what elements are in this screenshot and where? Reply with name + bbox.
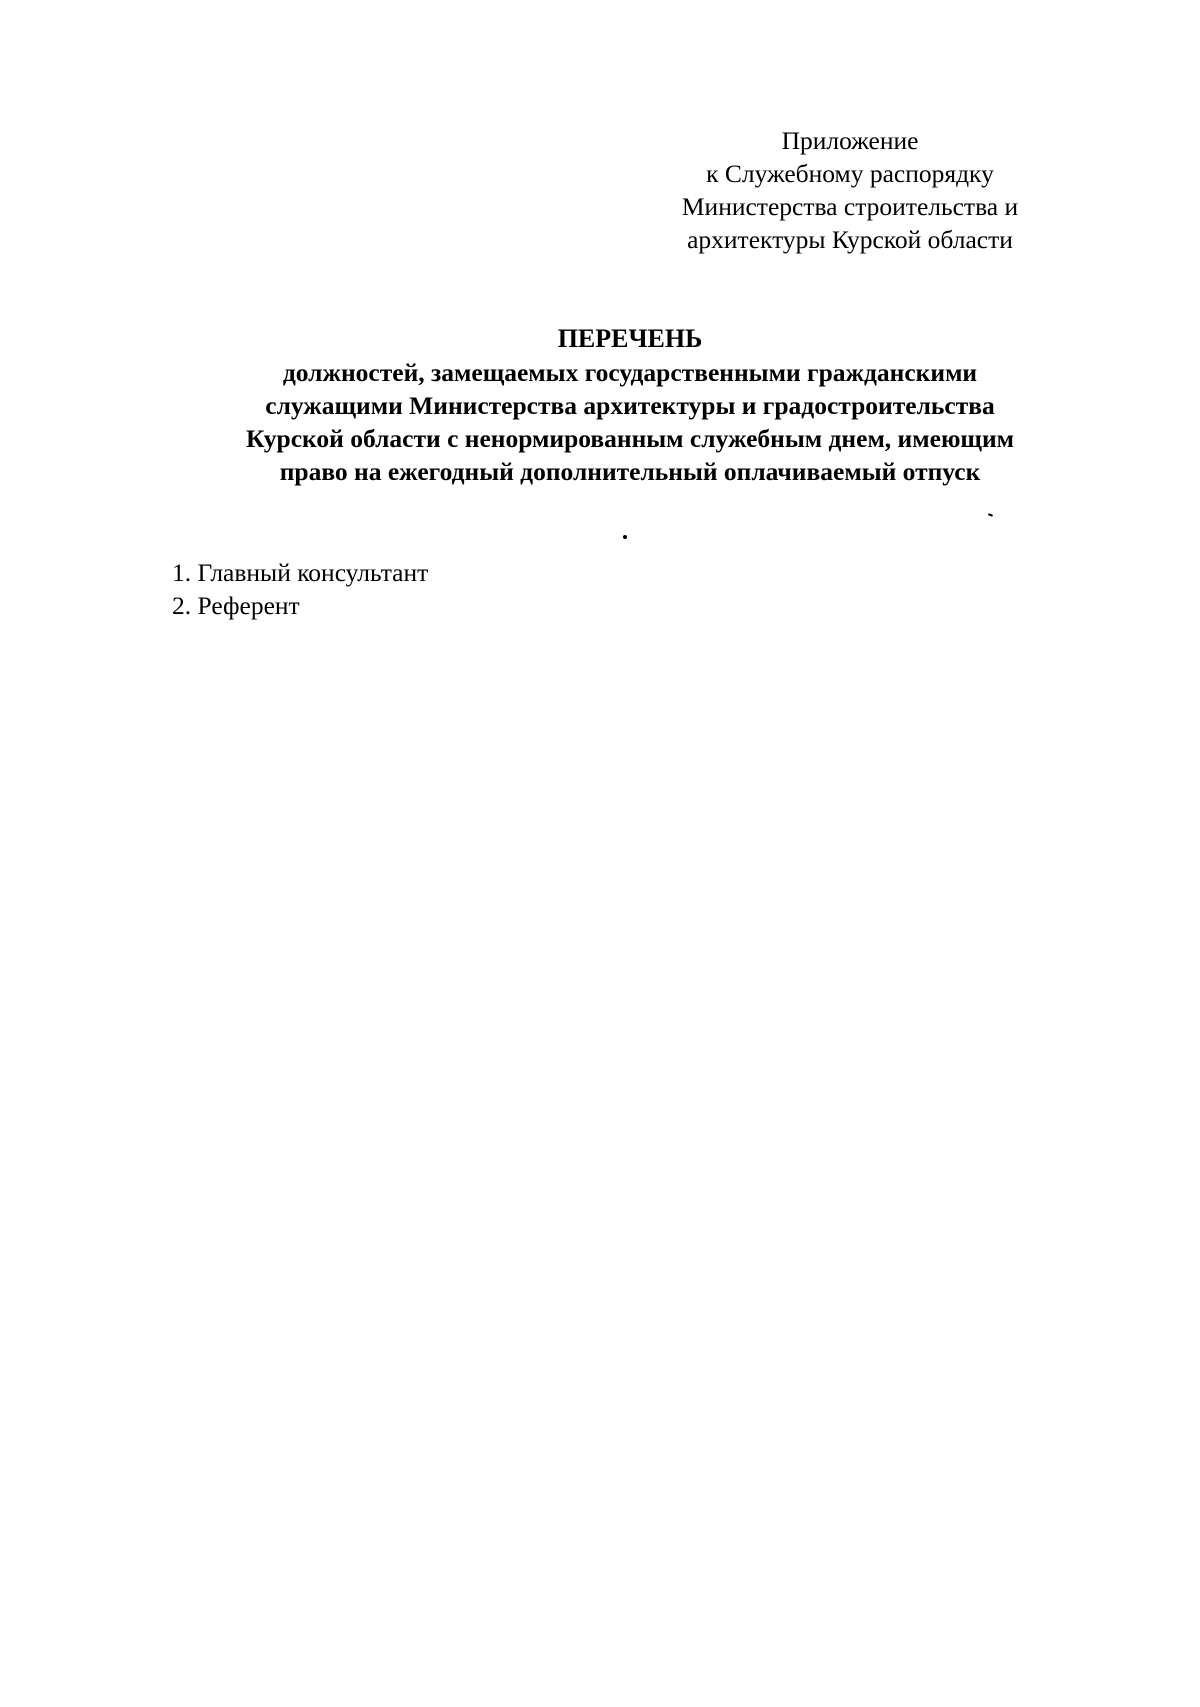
title-heading: ПЕРЕЧЕНЬ (557, 324, 703, 353)
subtitle-line: Курской области с ненормированным служебным днем, имеющим (245, 424, 1015, 453)
scan-mark (988, 513, 993, 516)
appendix-line: Приложение (781, 126, 919, 155)
positions-list (172, 556, 428, 622)
subtitle-line: право на ежегодный дополнительный оплачиваемый отпуск (279, 457, 981, 486)
list-item: 1. Главный консультант (172, 558, 429, 587)
list-item: 2. Референт (172, 591, 300, 620)
appendix-line: к Служебному распорядку (706, 159, 994, 188)
subtitle-line: служащими Министерства архитектуры и градостроительства (265, 391, 995, 420)
document-title (180, 322, 1080, 488)
appendix-line: Министерства строительства и (681, 192, 1019, 221)
subtitle-line: должностей, замещаемых государственными гражданскими (282, 358, 978, 387)
appendix-note (640, 124, 1060, 256)
scan-dot (623, 535, 627, 539)
appendix-line: архитектуры Курской области (687, 225, 1013, 254)
title-subtitle (180, 356, 1080, 488)
